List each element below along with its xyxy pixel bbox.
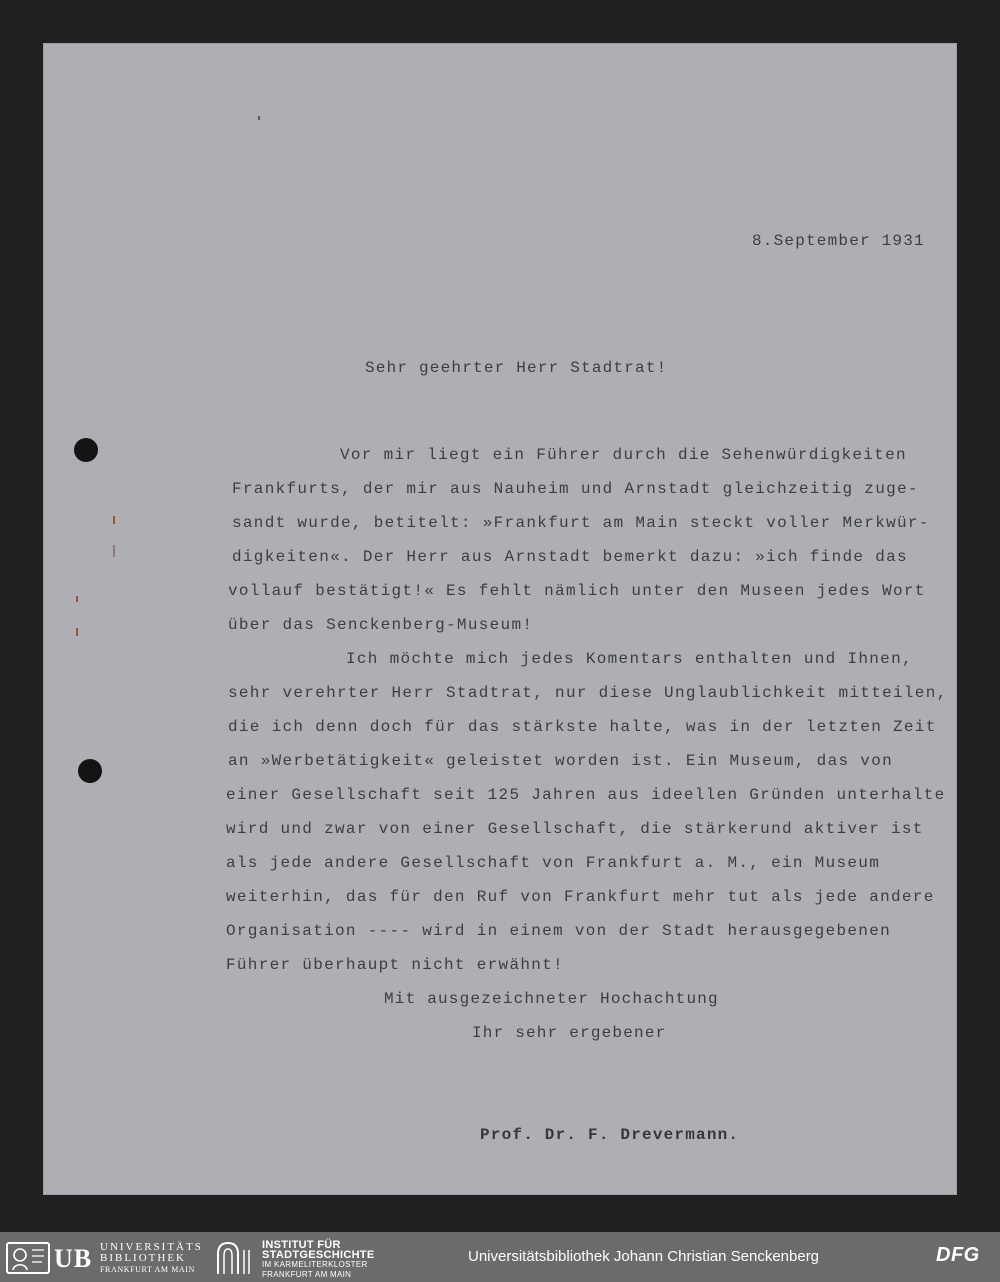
letter-salutation: Sehr geehrter Herr Stadtrat!	[365, 359, 668, 377]
punch-hole-top	[74, 438, 98, 462]
letter-date: 8.September 1931	[752, 232, 925, 250]
body-line: wird und zwar von einer Gesellschaft, die stärkerund aktiver ist	[226, 820, 924, 838]
body-line: digkeiten«. Der Herr aus Arnstadt bemerkt dazu: »ich finde das	[232, 548, 908, 566]
ub-line: FRANKFURT AM MAIN	[100, 1265, 195, 1274]
body-line: Organisation ---- wird in einem von der Stadt herausgegebenen	[226, 922, 891, 940]
body-line: Vor mir liegt ein Führer durch die Sehenwürdigkeiten	[340, 446, 907, 464]
monastery-arch-icon	[214, 1240, 254, 1276]
body-line: Führer überhaupt nicht erwähnt!	[226, 956, 564, 974]
ub-line: BIBLIOTHEK	[100, 1252, 186, 1264]
paper-speck	[258, 116, 260, 120]
body-line: Ich möchte mich jedes Komentars enthalten und Ihnen,	[346, 650, 913, 668]
body-line: vollauf bestätigt!« Es fehlt nämlich unter den Museen jedes Wort	[228, 582, 926, 600]
body-line: sandt wurde, betitelt: »Frankfurt am Main steckt voller Merkwür-	[232, 514, 930, 532]
margin-mark	[113, 516, 115, 524]
body-line: weiterhin, das für den Ruf von Frankfurt mehr tut als jede andere	[226, 888, 935, 906]
body-line: an »Werbetätigkeit« geleistet worden ist. Ein Museum, das von	[228, 752, 893, 770]
body-line: über das Senckenberg-Museum!	[228, 616, 534, 634]
body-line: als jede andere Gesellschaft von Frankfurt a. M., ein Museum	[226, 854, 881, 872]
isg-line: INSTITUT FÜR	[262, 1239, 341, 1251]
body-line: einer Gesellschaft seit 125 Jahren aus ideellen Gründen unterhalte	[226, 786, 946, 804]
signature: Prof. Dr. F. Drevermann.	[480, 1126, 740, 1144]
isg-line: STADTGESCHICHTE	[262, 1249, 375, 1261]
ub-line: UNIVERSITÄTS	[100, 1241, 203, 1253]
margin-mark	[76, 596, 78, 602]
goethe-portrait-icon	[6, 1242, 50, 1274]
ub-wordmark	[100, 1242, 203, 1275]
margin-mark	[113, 545, 115, 557]
dfg-logo[interactable]: DFG	[936, 1244, 980, 1266]
isg-wordmark	[262, 1240, 374, 1280]
isg-line: FRANKFURT AM MAIN	[262, 1270, 352, 1279]
isg-logo[interactable]	[214, 1238, 414, 1278]
ub-logo[interactable]	[6, 1238, 202, 1278]
ub-letters: UB	[54, 1244, 93, 1273]
body-line: Frankfurts, der mir aus Nauheim und Arnstadt gleichzeitig zuge-	[232, 480, 919, 498]
body-line: die ich denn doch für das stärkste halte, was in der letzten Zeit	[228, 718, 937, 736]
footer-title: Universitätsbibliothek Johann Christian Senckenberg	[468, 1248, 820, 1265]
isg-line: IM KARMELITERKLOSTER	[262, 1260, 368, 1269]
punch-hole-bottom	[78, 759, 102, 783]
margin-mark	[76, 628, 78, 636]
closing-line: Ihr sehr ergebener	[472, 1024, 667, 1042]
footer-bar	[0, 1232, 1000, 1282]
body-line: sehr verehrter Herr Stadtrat, nur diese Unglaublichkeit mitteilen,	[228, 684, 948, 702]
closing-line: Mit ausgezeichneter Hochachtung	[384, 990, 719, 1008]
